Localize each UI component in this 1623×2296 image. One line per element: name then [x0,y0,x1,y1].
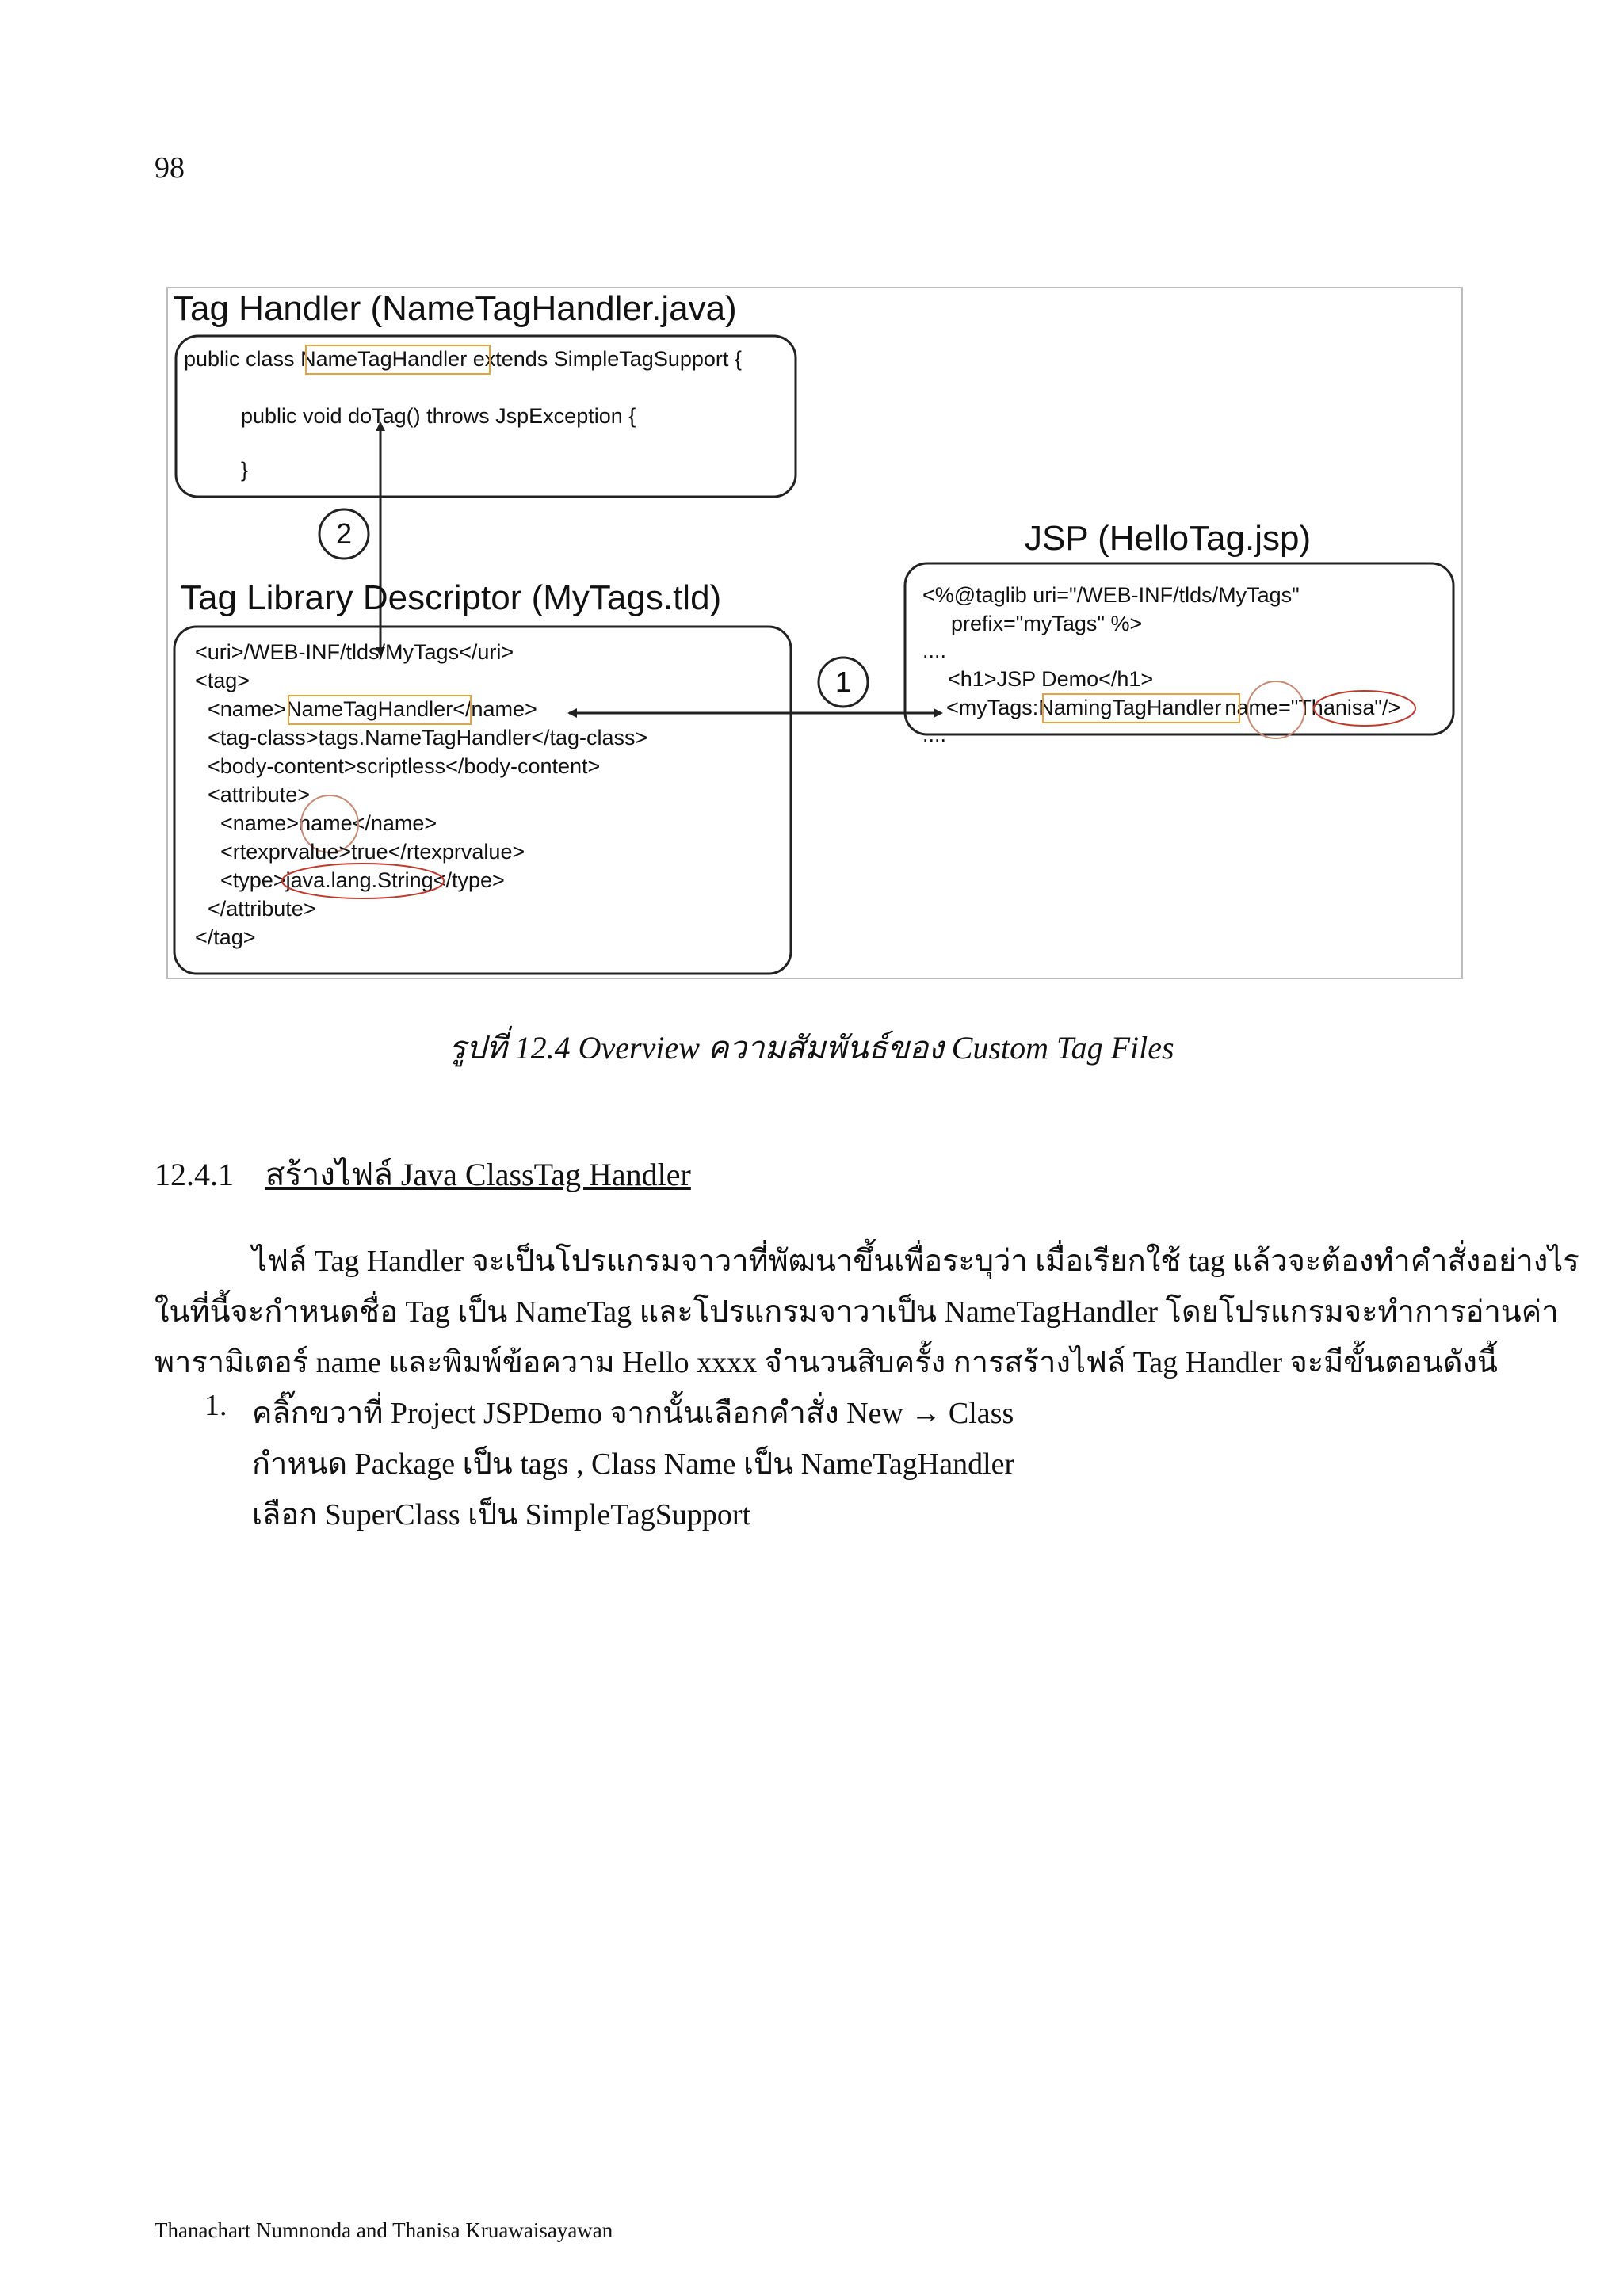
handler-line3: } [241,458,249,482]
tld-name-value: NameTagHandler [286,697,453,721]
handler-line2: public void doTag() throws JspException { [241,404,636,428]
tld-type-line [220,868,505,892]
jsp-tag-line [946,696,1400,719]
tld-name-line [208,697,537,721]
tld-title: Tag Library Descriptor (MyTags.tld) [181,578,722,617]
jsp-line1: <%@taglib uri="/WEB-INF/tlds/MyTags" [922,583,1300,607]
section-title: สร้างไฟล์ Java ClassTag Handler [265,1157,691,1192]
jsp-dots-2: .... [922,723,947,746]
figure-diagram [168,288,1461,978]
step-line-1: คลิ๊กขวาที่ Project JSPDemo จากนั้นเลือกคำสั่ง New → Class [252,1397,1014,1430]
tld-tag-close: </tag> [195,925,256,949]
handler-title: Tag Handler (NameTagHandler.java) [173,289,737,328]
custom-tag-overview-figure [166,287,1463,979]
tld-type-open: <type> [220,868,286,892]
jsp-attr-name: name= [1224,696,1291,719]
figure-caption: รูปที่ 12.4 Overview ความสัมพันธ์ของ Custom Tag Files [449,1030,1174,1066]
tld-attr-name-line [220,811,437,835]
tld-attr-name-open: <name> [220,811,300,835]
jsp-title: JSP (HelloTag.jsp) [1025,519,1312,558]
marker-2-label: 2 [335,517,353,550]
tld-name-open: <name> [208,697,287,721]
tld-tag-class: <tag-class>tags.NameTagHandler</tag-class> [208,726,648,749]
paragraph-line-1: ไฟล์ Tag Handler จะเป็นโปรแกรมจาวาที่พัฒนาขึ้นเพื่อระบุว่า เมื่อเรียกใช้ tag แล้วจะต้องทำคำสั่งอย่างไร [252,1245,1579,1278]
page-footer: Thanachart Numnonda and Thanisa Kruawaisayawan [155,2218,613,2242]
page-number: 98 [155,151,185,185]
marker-1-label: 1 [834,666,852,698]
tld-uri: <uri>/WEB-INF/tlds/MyTags</uri> [195,640,514,664]
jsp-tag-end: /> [1381,696,1401,719]
tld-rtexprvalue: <rtexprvalue>true</rtexprvalue> [220,840,525,864]
step-line-2: กำหนด Package เป็น tags , Class Name เป็น NameTagHandler [252,1447,1015,1481]
handler-class-name: NameTagHandler [300,347,468,371]
tld-attribute-close: </attribute> [208,897,316,921]
step-number: 1. [204,1389,227,1422]
section-number: 12.4.1 [155,1157,234,1192]
jsp-tag-prefix: <myTags: [946,696,1039,719]
tld-attribute-open: <attribute> [208,783,311,807]
paragraph-line-2: ในที่นี้จะกำหนดชื่อ Tag เป็น NameTag และโปรแกรมจาวาเป็น NameTagHandler โดยโปรแกรมจะทำการอ่านค่า [155,1295,1559,1329]
handler-line1 [184,347,742,371]
jsp-dots-1: .... [922,639,947,662]
tld-attr-name-value: name [299,811,353,835]
handler-line1-suffix: extends SimpleTagSupport { [467,347,742,371]
jsp-attr-value: "Thanisa" [1290,696,1382,719]
jsp-h1: <h1>JSP Demo</h1> [948,667,1154,691]
tld-body-content: <body-content>scriptless</body-content> [208,754,601,778]
step-line-3: เลือก SuperClass เป็น SimpleTagSupport [252,1498,751,1531]
tld-attr-name-close: </name> [352,811,437,835]
section-heading [155,1149,691,1199]
jsp-line2: prefix="myTags" %> [951,612,1143,635]
tld-type-close: </type> [433,868,505,892]
handler-line1-prefix: public class [184,347,301,371]
jsp-tag-name: NamingTagHandler [1038,696,1222,719]
tld-type-value: java.lang.String [285,868,433,892]
tld-name-close: </name> [453,697,537,721]
paragraph-line-3: พารามิเตอร์ name และพิมพ์ข้อความ Hello xxxx จำนวนสิบครั้ง การสร้างไฟล์ Tag Handler จะมีขั้นตอนดังนี้ [155,1346,1498,1379]
tld-tag-open: <tag> [195,669,250,692]
